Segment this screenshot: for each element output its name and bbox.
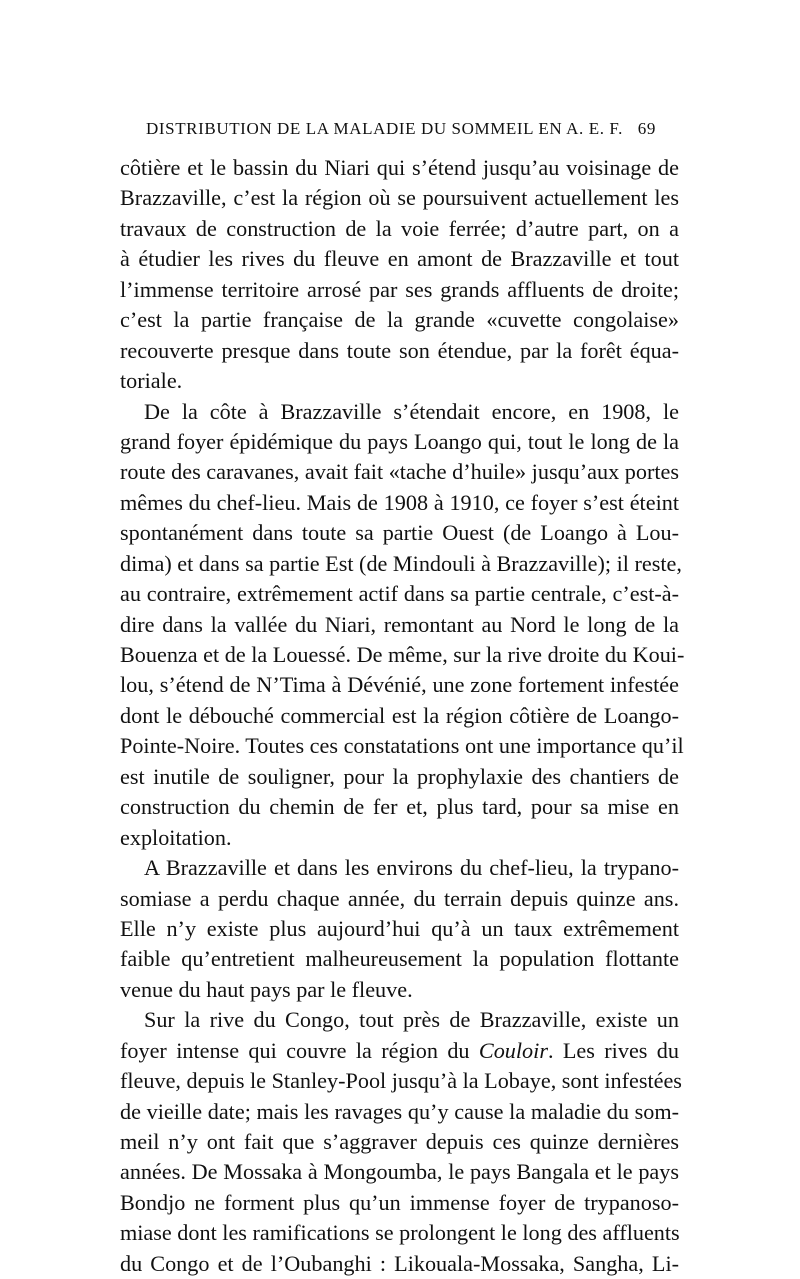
text-line: du Congo et de l’Oubanghi : Likouala-Mossaka, Sangha, Li- bbox=[120, 1250, 679, 1276]
text-line: faible qu’entretient malheureusement la population flottante bbox=[120, 946, 679, 972]
text-line: l’immense territoire arrosé par ses grands affluents de droite; bbox=[120, 276, 679, 302]
text-line: recouverte presque dans toute son étendue, par la forêt équa- bbox=[120, 337, 679, 363]
text-line: côtière et le bassin du Niari qui s’étend jusqu’au voisinage de bbox=[120, 155, 679, 180]
text-line: grand foyer épidémique du pays Loango qui, tout le long de la bbox=[120, 428, 679, 454]
italic-term: Couloir bbox=[478, 1037, 548, 1063]
text-line: lou, s’étend de N’Tima à Dévénié, une zone fortement infestée bbox=[120, 672, 679, 698]
text-line: dont le débouché commercial est la région côtière de Loango- bbox=[120, 702, 679, 728]
text-line: années. De Mossaka à Mongoumba, le pays Bangala et le pays bbox=[120, 1159, 679, 1185]
text-line: De la côte à Brazzaville s’étendait encore, en 1908, le bbox=[144, 398, 679, 424]
text-line: Pointe-Noire. Toutes ces constatations ont une importance qu’il bbox=[120, 733, 684, 759]
text-line: Brazzaville, c’est la région où se poursuivent actuellement les bbox=[120, 185, 679, 211]
text-line bbox=[120, 1036, 679, 1066]
paragraph-4 bbox=[120, 1005, 682, 1279]
page-number: 69 bbox=[637, 119, 656, 138]
text-line: venue du haut pays par le fleuve. bbox=[120, 976, 413, 1002]
text-line: meil n’y ont fait que s’aggraver depuis ces quinze dernières bbox=[120, 1129, 679, 1154]
text-line: travaux de construction de la voie ferrée; d’autre part, on a bbox=[120, 215, 679, 241]
paragraph-1 bbox=[120, 153, 679, 397]
text-line: A Brazzaville et dans les environs du chef-lieu, la trypano- bbox=[144, 855, 679, 881]
running-head bbox=[146, 119, 656, 143]
body-text bbox=[120, 153, 685, 1279]
text-line: Bouenza et de la Louessé. De même, sur la rive droite du Koui- bbox=[120, 642, 685, 667]
text-line: Sur la rive du Congo, tout près de Brazzaville, existe un bbox=[144, 1007, 679, 1033]
text-line: exploitation. bbox=[120, 824, 232, 850]
text-line: Bondjo ne forment plus qu’un immense foyer de trypanoso- bbox=[120, 1189, 679, 1215]
text-line: somiase a perdu chaque année, du terrain depuis quinze ans. bbox=[120, 885, 679, 911]
text-line: spontanément dans toute sa partie Ouest (de Loango à Lou- bbox=[120, 520, 679, 546]
text-line: construction du chemin de fer et, plus tard, pour sa mise en bbox=[120, 794, 679, 820]
paragraph-2 bbox=[120, 397, 685, 854]
running-title: DISTRIBUTION DE LA MALADIE DU SOMMEIL EN A. E. F. bbox=[146, 119, 623, 138]
text-line: dima) et dans sa partie Est (de Mindouli à Brazzaville); il reste, bbox=[120, 550, 682, 576]
text-segment: . Les rives du bbox=[547, 1037, 679, 1063]
text-line: au contraire, extrêmement actif dans sa partie centrale, c’est-à- bbox=[120, 581, 679, 607]
text-line: miase dont les ramifications se prolongent le long des affluents bbox=[120, 1220, 680, 1246]
text-line: est inutile de souligner, pour la prophylaxie des chantiers de bbox=[120, 763, 679, 789]
text-line: de vieille date; mais les ravages qu’y cause la maladie du som- bbox=[120, 1098, 679, 1124]
text-line: fleuve, depuis le Stanley-Pool jusqu’à la Lobaye, sont infestées bbox=[120, 1068, 682, 1094]
text-line: dire dans la vallée du Niari, remontant au Nord le long de la bbox=[120, 611, 679, 637]
text-line: route des caravanes, avait fait «tache d’huile» jusqu’aux portes bbox=[120, 459, 679, 485]
text-line: Elle n’y existe plus aujourd’hui qu’à un taux extrêmement bbox=[120, 915, 679, 941]
text-line: c’est la partie française de la grande «cuvette congolaise» bbox=[120, 307, 679, 333]
paragraph-3 bbox=[120, 853, 679, 1005]
text-line: toriale. bbox=[120, 368, 183, 394]
text-segment: foyer intense qui couvre la région du bbox=[120, 1037, 479, 1063]
text-line: mêmes du chef-lieu. Mais de 1908 à 1910, ce foyer s’est éteint bbox=[120, 489, 679, 515]
text-line: à étudier les rives du fleuve en amont de Brazzaville et tout bbox=[120, 246, 679, 272]
